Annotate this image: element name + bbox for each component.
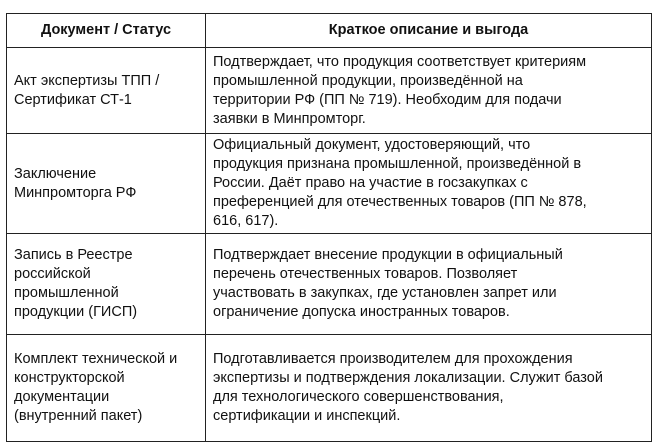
description-cell-line: для технологического совершенствования, [213,389,504,405]
description-cell-line: ограничение допуска иностранных товаров. [213,304,510,320]
table-row [7,48,652,134]
description-cell-line: России. Даёт право на участие в госзакупках с [213,175,528,191]
description-cell-line: 616, 617). [213,213,279,229]
document-cell-line: Заключение [14,165,97,182]
document-cell-line: Акт экспертизы ТПП / [14,72,160,89]
document-cell-line: российской [14,266,91,282]
description-cell-line: территории РФ (ПП № 719). Необходим для подачи [213,91,562,108]
description-cell-line: Подготавливается производителем для прохождения [213,351,573,367]
document-cell [7,48,206,134]
documents-table [6,13,652,442]
column-header-document: Документ / Статус [7,14,206,48]
description-cell-line: экспертизы и подтверждения локализации. Служит базой [213,370,603,386]
document-cell-line: Комплект технической и [14,351,178,367]
description-cell-line: Подтверждает внесение продукции в официальный [213,247,563,263]
table-row [7,134,652,234]
description-cell-line: сертификации и инспекций. [213,408,401,424]
document-cell-line: (внутренний пакет) [14,408,143,424]
description-cell [206,48,652,134]
document-cell-line: промышленной [14,285,119,301]
document-cell-line: продукции (ГИСП) [14,304,138,320]
table-header-row [7,14,652,48]
description-cell-line: промышленной продукции, произведённой на [213,72,523,89]
description-cell-line: заявки в Минпромторг. [213,110,366,127]
document-cell [7,234,206,335]
description-cell [206,335,652,442]
description-cell-line: участвовать в закупках, где установлен запрет или [213,285,557,301]
document-cell-line: Минпромторга РФ [14,184,137,201]
table-row [7,234,652,335]
description-cell-line: Подтверждает, что продукция соответствует критериям [213,53,587,70]
table-row [7,335,652,442]
document-cell-line: Запись в Реестре [14,247,133,263]
document-cell-line: конструкторской [14,370,125,386]
description-cell-line: продукция признана промышленной, произведённой в [213,156,582,172]
column-header-description: Краткое описание и выгода [206,14,652,48]
description-cell [206,234,652,335]
description-cell [206,134,652,234]
description-cell-line: преференцией для отечественных товаров (ПП № 878, [213,194,587,210]
document-cell [7,134,206,234]
description-cell-line: Официальный документ, удостоверяющий, что [213,137,531,153]
document-cell [7,335,206,442]
document-cell-line: документации [14,389,110,405]
document-cell-line: Сертификат СТ-1 [14,91,132,108]
description-cell-line: перечень отечественных товаров. Позволяет [213,266,518,282]
